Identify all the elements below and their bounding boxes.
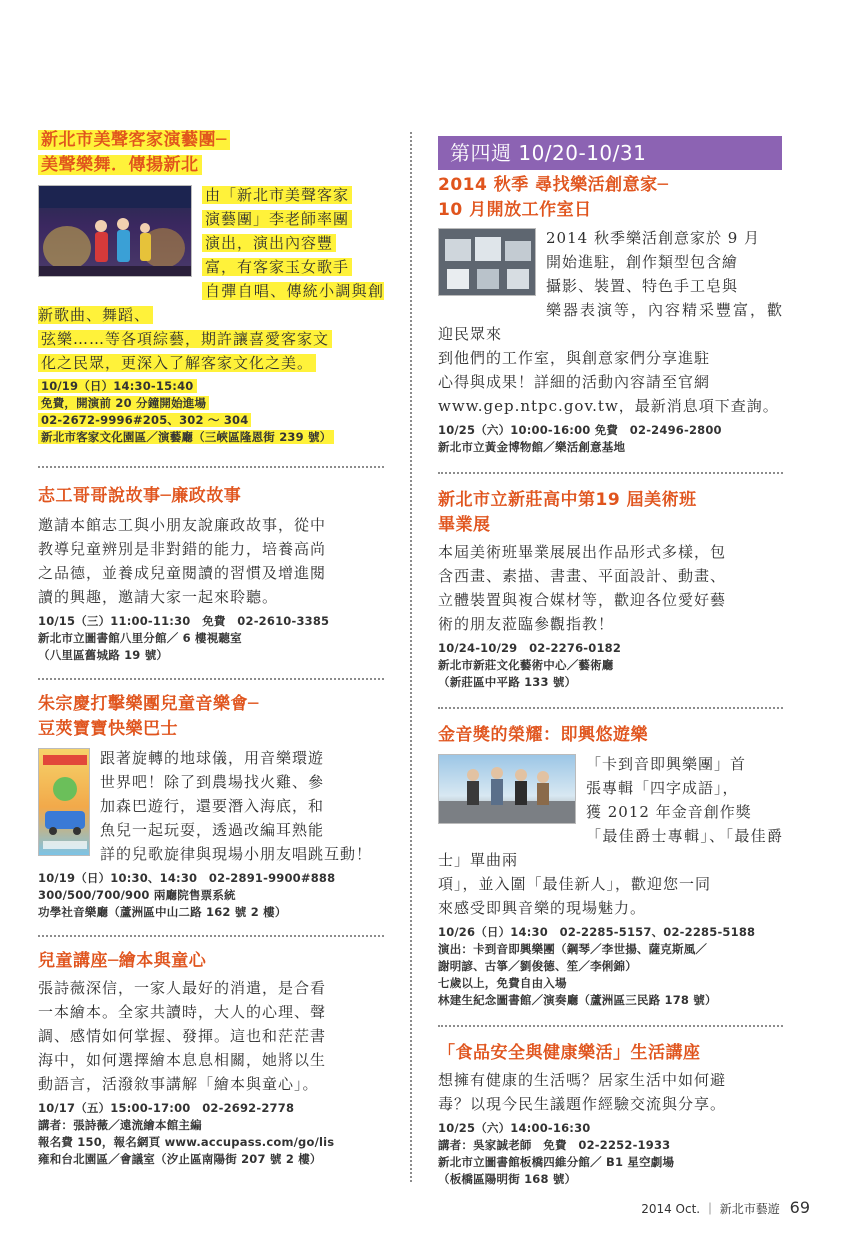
event-info: 10/25（六）10:00-16:00 免費 02-2496-2800 新北市立黃金博物館／樂活創意基地	[438, 423, 722, 454]
right-column	[438, 136, 783, 1188]
title-line: 美聲樂舞．傳揚新北	[38, 155, 202, 175]
event-info: 10/25（六）14:00-16:30 講者：吳家誠老師 免費 02-2252-1933 新北市立圖書館板橋四維分館／ B1 星空劇場 （板橋區陽明街 168 號）	[438, 1121, 675, 1186]
event-title: 新北市立新莊高中第19 屆美術班 畢業展	[438, 490, 697, 535]
title-line: 新北市美聲客家演藝團─	[38, 130, 230, 150]
event-volunteer-story	[38, 484, 384, 664]
left-column	[38, 128, 384, 1168]
event-art-class-exhibition	[438, 488, 783, 691]
event-title	[38, 128, 384, 178]
event-description: 2014 秋季樂活創意家於 9 月 開始進駐，創作類型包含繪 攝影、裝置、特色手工皂與 樂器表演等，內容精采豐富，歡迎民眾來 到他們的工作室，與創意家們分享進駐 心得與成果！詳細的活動內容請至官網 www.gep.ntpc.gov.tw，最新消息項下查詢。	[438, 229, 783, 415]
event-info: 10/26（日）14:30 02-2285-5157、02-2285-5188 演出：卡到音即興樂團（鋼琴／李世揚、薩克斯風／ 謝明諺、古箏／劉俊德、笙／李俐錦） 七歲以上，免費自由入場 林建生紀念圖書館／演奏廳（蘆洲區三民路 178 號）	[438, 925, 756, 1007]
event-description: 「卡到音即興樂團」首 張專輯「四字成語」， 獲 2012 年金音創作獎 「最佳爵士專輯」、「最佳爵士」單曲兩 項」，並入圍「最佳新人」，歡迎您一同 來感受即興音樂的現場魅力。	[438, 755, 783, 917]
event-description: 本屆美術班畢業展展出作品形式多樣，包 含西畫、素描、書畫、平面設計、動畫、 立體裝置與複合媒材等，歡迎各位愛好藝 術的朋友蒞臨參觀指教！	[438, 543, 727, 633]
week-banner: 第四週 10/20-10/31	[438, 136, 782, 170]
section-divider	[38, 935, 384, 937]
event-picture-book-talk	[38, 949, 384, 1168]
band-members-image	[439, 755, 576, 824]
issue-date: 2014 Oct.	[641, 1202, 701, 1216]
event-title: 志工哥哥說故事─廉政故事	[38, 486, 242, 506]
event-photo	[438, 754, 576, 824]
event-title: 朱宗慶打擊樂團兒童音樂會─ 豆莢寶寶快樂巴士	[38, 694, 259, 739]
section-divider	[438, 707, 783, 709]
event-info: 10/17（五）15:00-17:00 02-2692-2778 講者：張詩薇／遠流繪本館主編 報名費 150，報名網頁 www.accupass.com/go/lis 雍和台北園區／會議室（汐止區南陽街 207 號 2 樓）	[38, 1101, 335, 1166]
stage-performance-image	[39, 186, 192, 277]
section-divider	[38, 678, 384, 680]
event-photo	[38, 185, 192, 277]
event-title: 「食品安全與健康樂活」生活講座	[438, 1043, 701, 1063]
page-footer	[641, 1198, 810, 1217]
event-description: 想擁有健康的生活嗎？居家生活中如何避 毒？以現今民生議題作經驗交流與分享。	[438, 1071, 727, 1113]
event-ju-percussion	[38, 692, 384, 921]
event-title: 金音獎的榮耀：即興悠遊樂	[438, 725, 648, 745]
event-golden-melody	[438, 723, 783, 1009]
event-description: 跟著旋轉的地球儀，用音樂環遊 世界吧！除了到農場找火雞、參 加森巴遊行，還要潛入海底，和 魚兒一起玩耍，透過改編耳熟能 詳的兒歌旋律與現場小朋友唱跳互動！	[100, 749, 373, 863]
event-info: 10/15（三）11:00-11:30 免費 02-2610-3385 新北市立圖書館八里分館／ 6 樓視聽室 （八里區舊城路 19 號）	[38, 614, 330, 662]
event-info: 10/19（日）10:30、14:30 02-2891-9900#888 300/500/700/900 兩廳院售票系統 功學社音樂廳（蘆洲區中山二路 162 號 2 樓）	[38, 871, 336, 919]
bus-poster-image	[39, 749, 90, 856]
section-divider	[438, 1025, 783, 1027]
footer-separator: ｜	[703, 1202, 716, 1216]
event-description: 邀請本館志工與小朋友說廉政故事，從中 教導兒童辨別是非對錯的能力，培養高尚 之品德，並養成兒童閱讀的習慣及增進閱 讀的興趣，邀請大家一起來聆聽。	[38, 516, 327, 606]
section-divider	[438, 472, 783, 474]
event-title: 兒童講座─繪本與童心	[38, 951, 207, 971]
event-info: 10/19（日）14:30-15:40 免費，開演前 20 分鐘開始進場 02-2672-9996#205、302 ～ 304 新北市客家文化園區／演藝廳（三峽區隆恩街 239 號）	[38, 378, 384, 446]
event-description: 張詩薇深信，一家人最好的消遣，是合看 一本繪本。全家共讀時，大人的心理、聲 調、感情如何掌握、發揮。這也和茫茫書 海中，如何選擇繪本息息相關，她將以生 動語言，活潑敘事講解「繪本與童心」。	[38, 979, 327, 1093]
event-title: 2014 秋季 尋找樂活創意家─ 10 月開放工作室日	[438, 175, 669, 220]
section-divider	[38, 466, 384, 468]
column-divider	[410, 132, 412, 1182]
event-poster	[38, 748, 90, 856]
page-number: 69	[789, 1198, 810, 1217]
event-hakka-troupe	[38, 128, 384, 446]
section-name: 新北市藝遊	[719, 1202, 780, 1216]
event-info: 10/24-10/29 02-2276-0182 新北市新莊文化藝術中心／藝術廳 （新莊區中平路 133 號）	[438, 641, 622, 689]
event-photo	[438, 228, 536, 296]
event-description: 由「新北市美聲客家 演藝團」李老師率團 演出，演出內容豐 富，有客家玉女歌手 自彈自唱、傳統小調與創新歌曲、舞蹈、 弦樂……等各項綜藝，期許讓喜愛客家文 化之民眾，更深入了解客家文化之美。	[38, 186, 384, 372]
event-creative-studio	[438, 173, 783, 456]
studio-windows-image	[439, 229, 536, 296]
event-food-safety-talk	[438, 1041, 783, 1188]
